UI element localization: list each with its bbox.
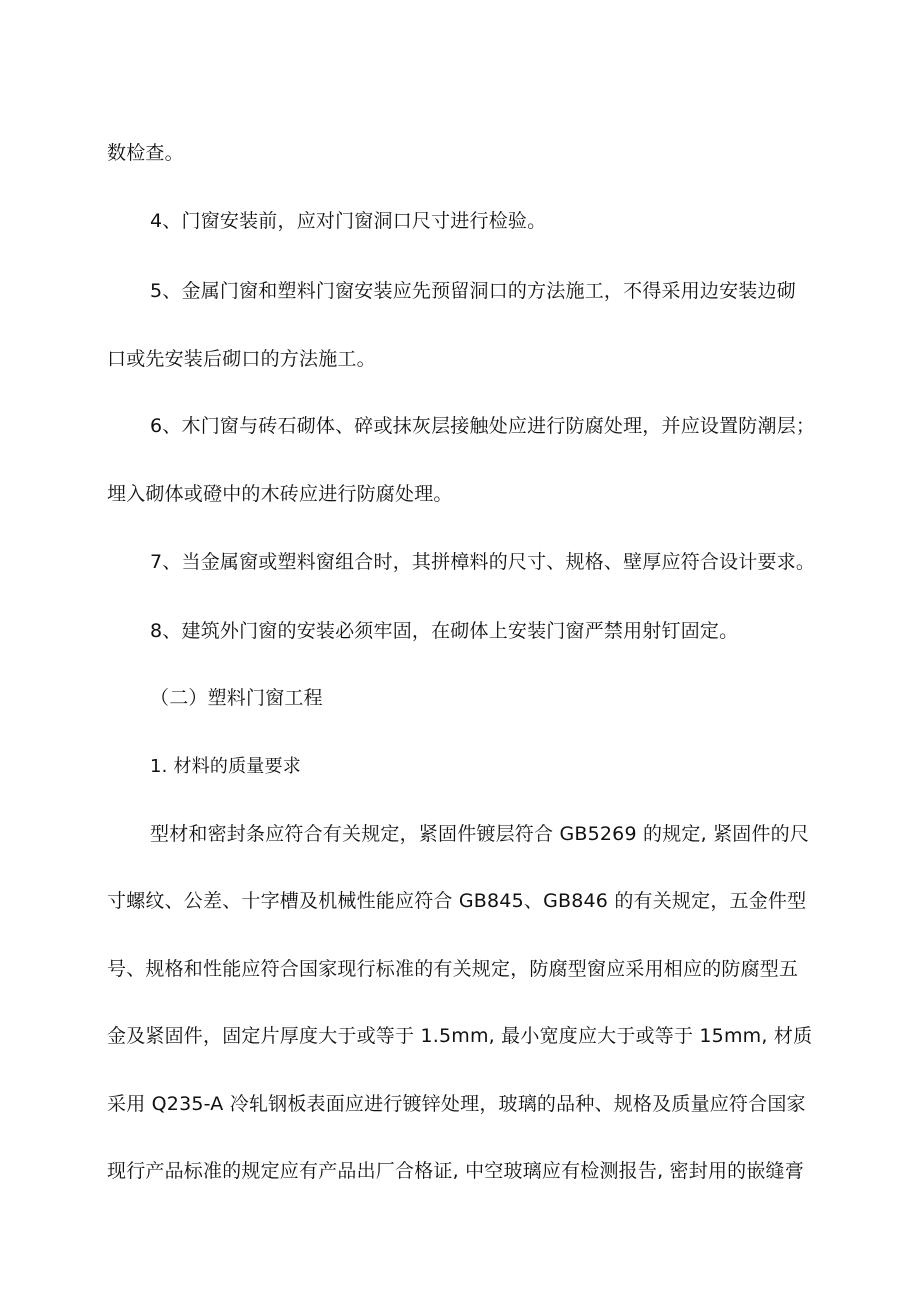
paragraph-line: 埋入砌体或磴中的木砖应进行防腐处理。 [107, 483, 453, 505]
section-heading: （二）塑料门窗工程 [150, 687, 323, 709]
paragraph-line: 数检查。 [107, 142, 184, 164]
paragraph-line: 8、建筑外门窗的安装必须牢固，在砌体上安装门窗严禁用射钉固定。 [150, 620, 739, 642]
paragraph-line: 7、当金属窗或塑料窗组合时，其拼樟料的尺寸、规格、壁厚应符合设计要求。 [150, 551, 816, 573]
paragraph-line: 金及紧固件，固定片厚度大于或等于 1.5mm, 最小宽度应大于或等于 15mm, 材质 [107, 1025, 813, 1047]
paragraph-line: 6、木门窗与砖石砌体、碎或抹灰层接触处应进行防腐处理，并应设置防潮层； [150, 415, 816, 437]
paragraph-line: 型材和密封条应符合有关规定，紧固件镀层符合 GB5269 的规定, 紧固件的尺 [150, 823, 810, 845]
paragraph-line: 寸螺纹、公差、十字槽及机械性能应符合 GB845、GB846 的有关规定，五金件型 [107, 890, 807, 912]
subsection-heading: 1. 材料的质量要求 [150, 756, 301, 777]
paragraph-line: 号、规格和性能应符合国家现行标准的有关规定，防腐型窗应采用相应的防腐型五 [107, 958, 799, 980]
paragraph-line: 5、金属门窗和塑料门窗安装应先预留洞口的方法施工，不得采用边安装边砌 [150, 280, 796, 302]
paragraph-line: 现行产品标准的规定应有产品出厂合格证, 中空玻璃应有检测报告, 密封用的嵌缝膏 [107, 1160, 804, 1182]
paragraph-line: 口或先安装后砌口的方法施工。 [107, 348, 376, 370]
paragraph-line: 采用 Q235-A 冷轧钢板表面应进行镀锌处理，玻璃的品种、规格及质量应符合国家 [107, 1093, 806, 1115]
paragraph-line: 4、门窗安装前，应对门窗洞口尺寸进行检验。 [150, 210, 547, 232]
